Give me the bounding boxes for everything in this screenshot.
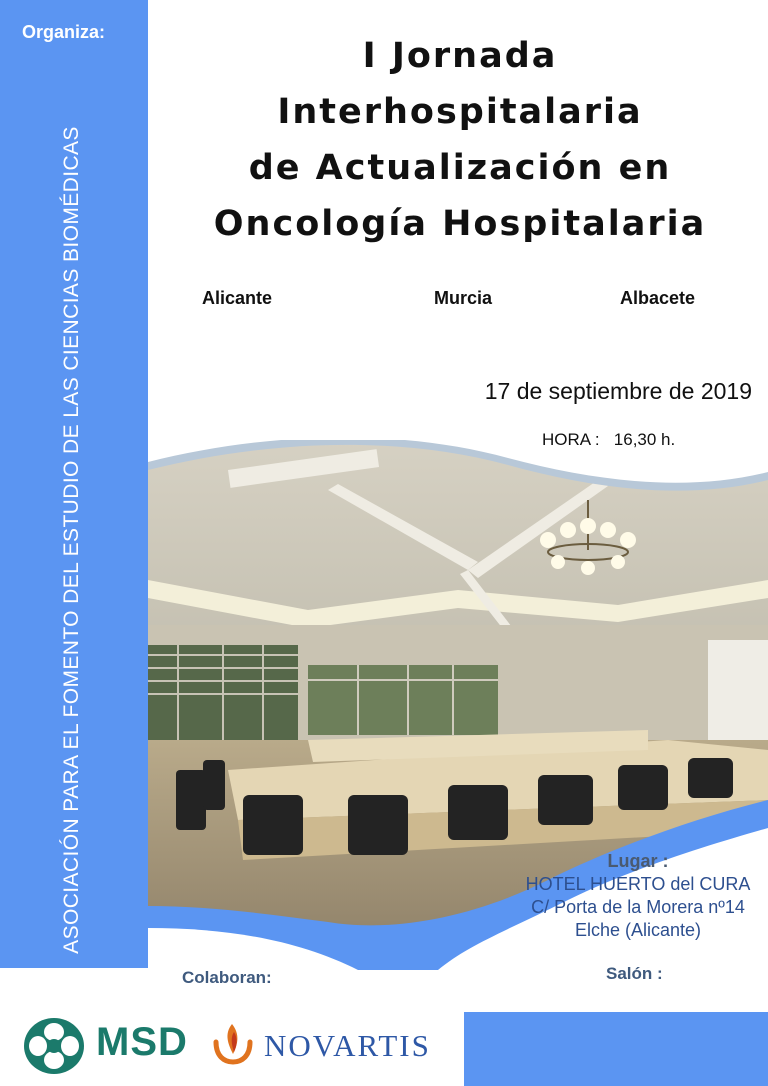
event-title [160, 28, 760, 252]
venue-address: C/ Porta de la Morera nº14 [531, 897, 745, 917]
time-label: HORA : [542, 430, 600, 449]
organiza-label: Organiza: [22, 22, 106, 42]
venue-block [500, 850, 768, 942]
city-albacete: Albacete [620, 288, 696, 308]
sidebar [0, 0, 148, 968]
city-alicante: Alicante [202, 288, 273, 308]
projection-screen [708, 640, 768, 750]
window-center [308, 665, 498, 735]
room-label: Salón : [606, 964, 663, 983]
venue-city: Elche (Alicante) [574, 920, 702, 940]
title-line-1: I Jornada [362, 36, 558, 76]
event-date: 17 de septiembre de 2019 [484, 378, 752, 404]
novartis-flame-icon [210, 1020, 256, 1066]
bottom-blue-box [464, 1012, 768, 1086]
venue-hotel: HOTEL HUERTO del CURA [525, 874, 751, 894]
collaborators-label: Colaboran: [182, 968, 272, 987]
novartis-logo-text: NOVARTIS [264, 1028, 431, 1063]
msd-logo-icon [22, 1016, 86, 1076]
title-line-3: de Actualización en [248, 148, 672, 188]
venue-label: Lugar : [607, 851, 669, 871]
time-value: 16,30 h. [613, 430, 676, 449]
city-murcia: Murcia [434, 288, 493, 308]
organization-name: ASOCIACIÓN PARA EL FOMENTO DEL ESTUDIO DE LAS CIENCIAS BIOMÉDICAS [60, 126, 83, 954]
msd-logo-text: MSD [96, 1020, 188, 1064]
title-line-2: Interhospitalaria [277, 92, 643, 132]
title-line-4: Oncología Hospitalaria [213, 204, 707, 244]
